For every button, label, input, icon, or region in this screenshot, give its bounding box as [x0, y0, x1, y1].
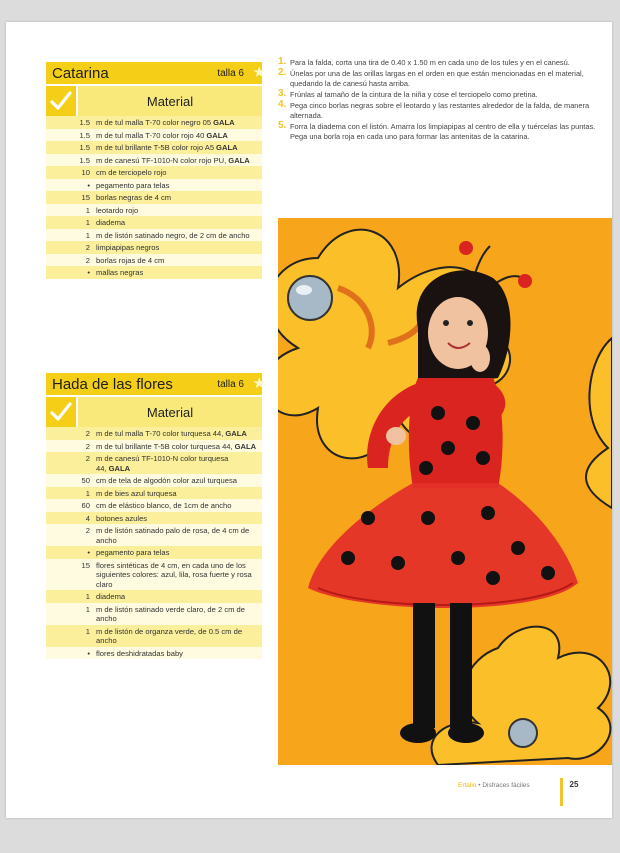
item-quantity: 1 [85, 592, 90, 601]
item-text: m de listón satinado palo de rosa, de 4 cm de ancho [96, 526, 250, 545]
item-text: m de tul brillante T-5B color rojo A5 [96, 143, 215, 152]
item-text: flores deshidratadas baby [96, 648, 183, 658]
instruction-step [278, 122, 608, 142]
hada-material-band [46, 395, 262, 427]
instruction-step [278, 58, 608, 68]
item-text: leotardo rojo [96, 205, 139, 215]
item-description [96, 181, 262, 191]
item-description [96, 501, 262, 511]
material-item [46, 141, 262, 154]
photo-illustration [278, 218, 612, 765]
item-description [96, 605, 262, 624]
material-item [46, 116, 262, 129]
item-quantity: 10 [81, 168, 90, 177]
material-item [46, 191, 262, 204]
item-description [96, 118, 262, 128]
material-heading: Material [78, 84, 262, 116]
item-quantity: 2 [85, 255, 90, 265]
material-item [46, 229, 262, 242]
item-description [96, 649, 262, 659]
item-quantity: 1 [85, 488, 90, 498]
item-text: m de bies azul turquesa [96, 488, 177, 498]
item-text: botones azules [96, 513, 148, 523]
step-number: 4. [278, 99, 287, 110]
instruction-step [278, 101, 608, 121]
checkmark-icon [46, 395, 78, 427]
material-item [46, 266, 262, 279]
item-description [96, 526, 262, 545]
item-quantity: 2 [85, 454, 90, 463]
item-text: m de canesú TF-1010-N color turquesa 44, [96, 454, 229, 473]
item-quantity: 1.5 [79, 143, 90, 152]
item-quantity: 2 [85, 429, 90, 438]
item-quantity: 50 [81, 476, 90, 485]
item-text: borlas rojas de 4 cm [96, 255, 165, 265]
material-item [46, 166, 262, 179]
catarina-title: Catarina [52, 64, 109, 82]
material-item [46, 512, 262, 525]
item-description [96, 442, 262, 452]
catarina-material-box [46, 62, 266, 279]
item-quantity: 15 [81, 560, 90, 570]
item-description [96, 627, 262, 646]
material-item [46, 129, 262, 142]
item-brand: GALA [216, 143, 238, 152]
item-description [96, 548, 262, 558]
catarina-material-band [46, 84, 262, 116]
material-item [46, 499, 262, 512]
catarina-size: talla 6 [217, 67, 244, 79]
item-quantity: 4 [85, 513, 90, 523]
instruction-step [278, 90, 608, 100]
item-text: cm de elástico blanco, de 1cm de ancho [96, 501, 232, 510]
step-number: 2. [278, 67, 287, 78]
item-description [96, 256, 262, 266]
step-text: Pega cinco borlas negras sobre el leotardo y las restantes alrededor de la falda, de manera alternada. [290, 101, 590, 120]
item-text: cm de terciopelo rojo [96, 168, 167, 177]
material-item [46, 440, 262, 453]
hada-header [46, 373, 266, 395]
item-description [96, 514, 262, 524]
material-item [46, 603, 262, 625]
material-item [46, 154, 262, 167]
step-text: Frúnlas al tamaño de la cintura de la niña y cose el terciopelo como pretina. [290, 90, 538, 99]
item-quantity: • [87, 180, 90, 190]
item-text: m de tul malla T-70 color turquesa 44, [96, 429, 224, 438]
step-text: Forra la diadema con el listón. Amarra los limpiapipas al centro de ella y tuércelas las puntas. Pega una borla roja en cada uno para formar las antenitas de la catarina. [290, 122, 596, 141]
item-quantity: 1.5 [79, 130, 90, 140]
item-text: limpiapipas negros [96, 243, 160, 252]
step-text: Para la falda, corta una tira de 0.40 x 1.50 m en cada uno de los tules y en el canesú. [290, 58, 570, 67]
hada-title: Hada de las flores [52, 375, 173, 393]
item-text: diadema [96, 592, 126, 601]
item-text: m de listón de organza verde, de 0.5 cm de ancho [96, 626, 243, 645]
item-description [96, 131, 262, 141]
item-text: cm de tela de algodón color azul turquesa [96, 476, 237, 485]
hada-material-box [46, 373, 266, 659]
item-quantity: 15 [81, 193, 90, 202]
star-icon: ★ [252, 64, 266, 81]
item-quantity: 60 [81, 501, 90, 510]
material-item [46, 179, 262, 192]
material-item [46, 254, 262, 267]
item-brand: GALA [225, 429, 247, 438]
step-text: Únelas por una de las orillas largas en el orden en que están mencionadas en el material, quedando la de canesú hasta arriba. [290, 69, 584, 88]
item-quantity: 1 [85, 218, 90, 227]
magazine-page [6, 22, 612, 818]
material-item [46, 625, 262, 647]
catarina-header [46, 62, 266, 84]
step-number: 1. [278, 56, 287, 67]
item-text: m de listón satinado verde claro, de 2 cm de ancho [96, 604, 246, 623]
item-text: m de tul malla T-70 color negro 05 [96, 118, 212, 127]
item-text: borlas negras de 4 cm [96, 193, 172, 202]
item-description [96, 168, 262, 178]
item-quantity: • [87, 268, 90, 277]
item-text: m de canesú TF-1010-N color rojo PU, [96, 155, 227, 165]
instruction-step [278, 69, 608, 89]
material-item [46, 546, 262, 559]
instructions-list [278, 58, 608, 143]
item-description [96, 156, 262, 166]
ladybug-costume-photo [278, 218, 612, 765]
item-description [96, 592, 262, 602]
item-description [96, 476, 262, 486]
material-item [46, 474, 262, 487]
item-text: m de tul malla T-70 color rojo 40 [96, 130, 205, 140]
material-item [46, 647, 262, 660]
material-heading: Material [78, 395, 262, 427]
item-description [96, 206, 262, 216]
footer-title: Disfraces fáciles [482, 782, 530, 789]
hada-material-list [46, 427, 262, 659]
item-description [96, 561, 262, 590]
material-item [46, 559, 262, 591]
item-quantity: 2 [85, 441, 90, 451]
item-quantity: • [87, 548, 90, 557]
item-description [96, 143, 262, 153]
item-description [96, 218, 262, 228]
item-quantity: • [87, 648, 90, 658]
item-brand: GALA [234, 441, 257, 451]
item-description [96, 193, 262, 203]
item-text: pegamento para telas [96, 180, 170, 190]
material-item [46, 204, 262, 217]
item-quantity: 2 [85, 243, 90, 252]
footer-section: Ertalio [458, 782, 477, 789]
material-item [46, 487, 262, 500]
item-description [96, 231, 262, 241]
footer-bullet: • [478, 782, 483, 789]
item-quantity: 1 [85, 626, 90, 636]
page-footer [458, 782, 530, 789]
item-text: diadema [96, 218, 126, 227]
material-item [46, 452, 262, 474]
item-brand: GALA [213, 118, 235, 127]
step-number: 3. [278, 88, 287, 99]
item-quantity: 1.5 [79, 118, 90, 127]
item-brand: GALA [206, 130, 228, 140]
material-item [46, 524, 262, 546]
material-item [46, 590, 262, 603]
item-text: m de tul brillante T-5B color turquesa 44, [96, 441, 233, 451]
star-icon: ★ [252, 375, 266, 392]
item-quantity: 1 [85, 230, 90, 240]
item-brand: GALA [228, 155, 250, 165]
item-description [96, 268, 262, 278]
item-text: m de listón satinado negro, de 2 cm de ancho [96, 230, 250, 240]
material-item [46, 427, 262, 440]
page-number: 25 [560, 778, 585, 806]
item-quantity: 1 [85, 604, 90, 614]
item-text: flores sintéticas de 4 cm, en cada uno de los siguientes colores: azul, lila, rosa fuerte y rosa claro [96, 560, 252, 589]
item-quantity: 1 [85, 205, 90, 215]
item-text: pegamento para telas [96, 548, 170, 557]
item-description [96, 429, 262, 439]
step-number: 5. [278, 120, 287, 131]
material-item [46, 241, 262, 254]
catarina-material-list [46, 116, 262, 279]
item-brand: GALA [108, 463, 131, 473]
material-item [46, 216, 262, 229]
item-quantity: 2 [85, 526, 90, 535]
checkmark-icon [46, 84, 78, 116]
item-description [96, 489, 262, 499]
item-description [96, 454, 262, 473]
item-text: mallas negras [96, 268, 144, 277]
item-description [96, 243, 262, 253]
hada-size: talla 6 [217, 378, 244, 390]
item-quantity: 1.5 [79, 155, 90, 165]
